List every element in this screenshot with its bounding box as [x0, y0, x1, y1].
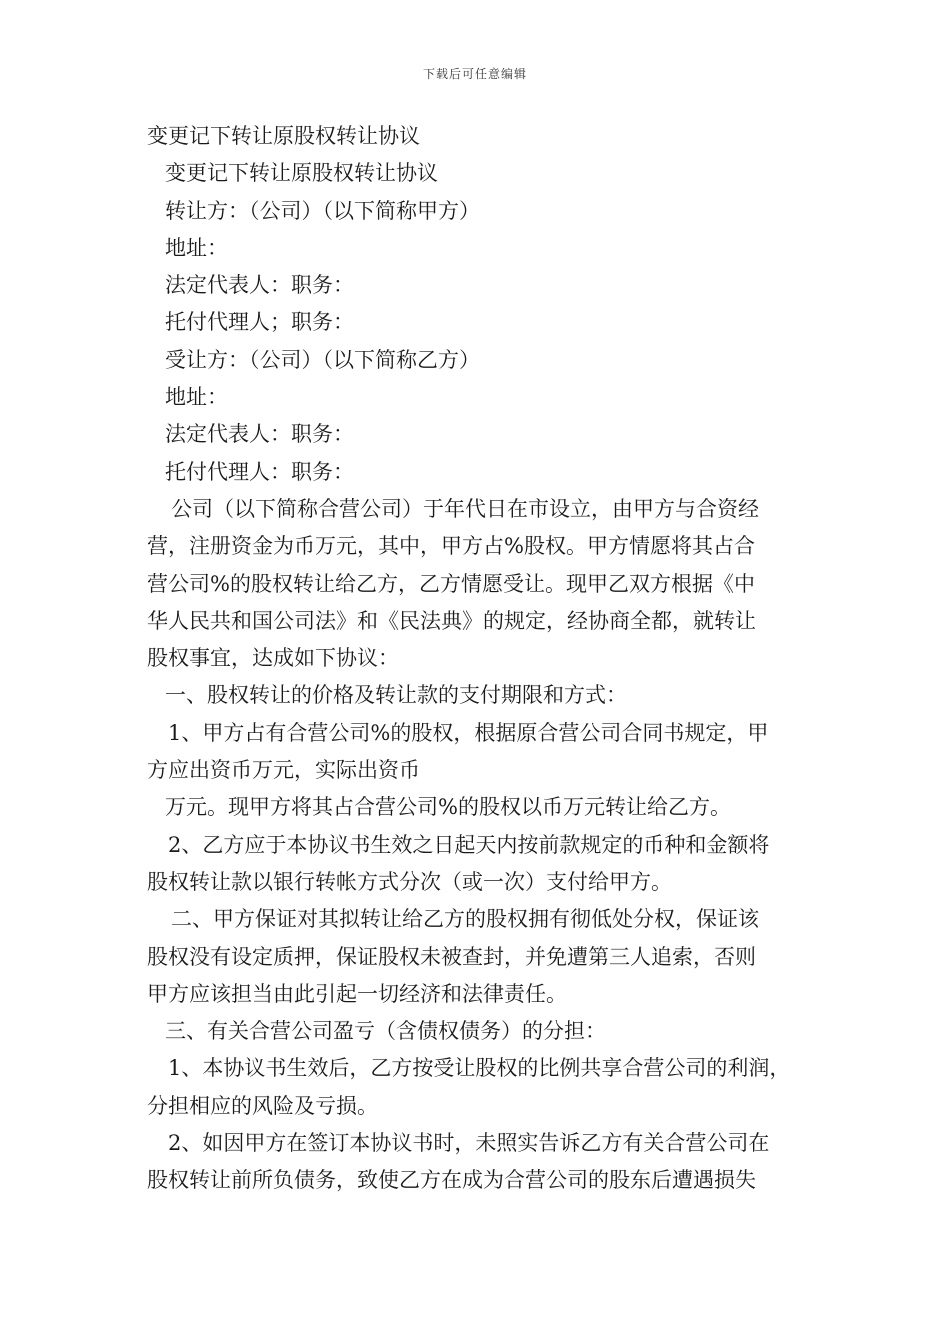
transferor-representative: 法定代表人：职务： — [165, 273, 354, 298]
transferee-line: 受让方：（公司）（以下简称乙方） — [165, 347, 480, 372]
section-3-heading: 三、有关合营公司盈亏（含债权债务）的分担： — [165, 1019, 606, 1044]
transferor-line: 转让方：（公司）（以下简称甲方） — [165, 198, 480, 223]
section-2-line: 股权没有设定质押，保证股权未被查封，并免遭第三人追索，否则 — [147, 944, 756, 969]
section-1-item-1-continuation: 万元。现甲方将其占合营公司%的股权以币万元转让给乙方。 — [165, 795, 731, 820]
section-2-line: 二、甲方保证对其拟转让给乙方的股权拥有彻低处分权，保证该 — [171, 907, 759, 932]
intro-paragraph-line: 华人民共和国公司法》和《民法典》的规定，经协商全都，就转让 — [147, 608, 756, 633]
section-1-item-2-line: 股权转让款以银行转帐方式分次（或一次）支付给甲方。 — [147, 869, 672, 894]
document-subtitle: 变更记下转让原股权转让协议 — [165, 161, 438, 186]
section-1-item-1-line: 1、甲方占有合营公司%的股权，根据原合营公司合同书规定，甲 — [168, 720, 769, 745]
section-1-heading: 一、股权转让的价格及转让款的支付期限和方式： — [165, 683, 627, 708]
transferor-address: 地址： — [165, 235, 228, 260]
intro-paragraph-line: 营，注册资金为币万元，其中，甲方占%股权。甲方情愿将其占合 — [147, 534, 755, 559]
transferee-representative: 法定代表人：职务： — [165, 422, 354, 447]
section-3-item-1-line: 分担相应的风险及亏损。 — [147, 1093, 378, 1118]
intro-paragraph-line: 股权事宜，达成如下协议： — [147, 646, 399, 671]
document-body — [147, 118, 812, 1200]
section-3-item-2-line: 2、如因甲方在签订本协议书时，未照实告诉乙方有关合营公司在 — [168, 1131, 770, 1156]
section-3-item-2-line: 股权转让前所负债务，致使乙方在成为合营公司的股东后遭遇损失 — [147, 1168, 756, 1193]
transferee-agent: 托付代理人：职务： — [165, 459, 354, 484]
intro-paragraph-line: 营公司%的股权转让给乙方，乙方情愿受让。现甲乙双方根据《中 — [147, 571, 755, 596]
transferor-agent: 托付代理人；职务： — [165, 310, 354, 335]
document-title: 变更记下转让原股权转让协议 — [147, 124, 420, 148]
section-2-line: 甲方应该担当由此引起一切经济和法律责任。 — [147, 981, 567, 1006]
section-1-item-1-line: 方应出资币万元，实际出资币 — [147, 758, 420, 783]
transferee-address: 地址： — [165, 385, 228, 410]
page-header-note: 下载后可任意编辑 — [422, 67, 527, 81]
section-1-item-2-line: 2、乙方应于本协议书生效之日起天内按前款规定的币种和金额将 — [168, 832, 770, 857]
intro-paragraph-line: 公司（以下简称合营公司）于年代日在市设立，由甲方与合资经 — [171, 496, 759, 521]
section-3-item-1-line: 1、本协议书生效后，乙方按受让股权的比例共享合营公司的利润， — [168, 1056, 791, 1081]
